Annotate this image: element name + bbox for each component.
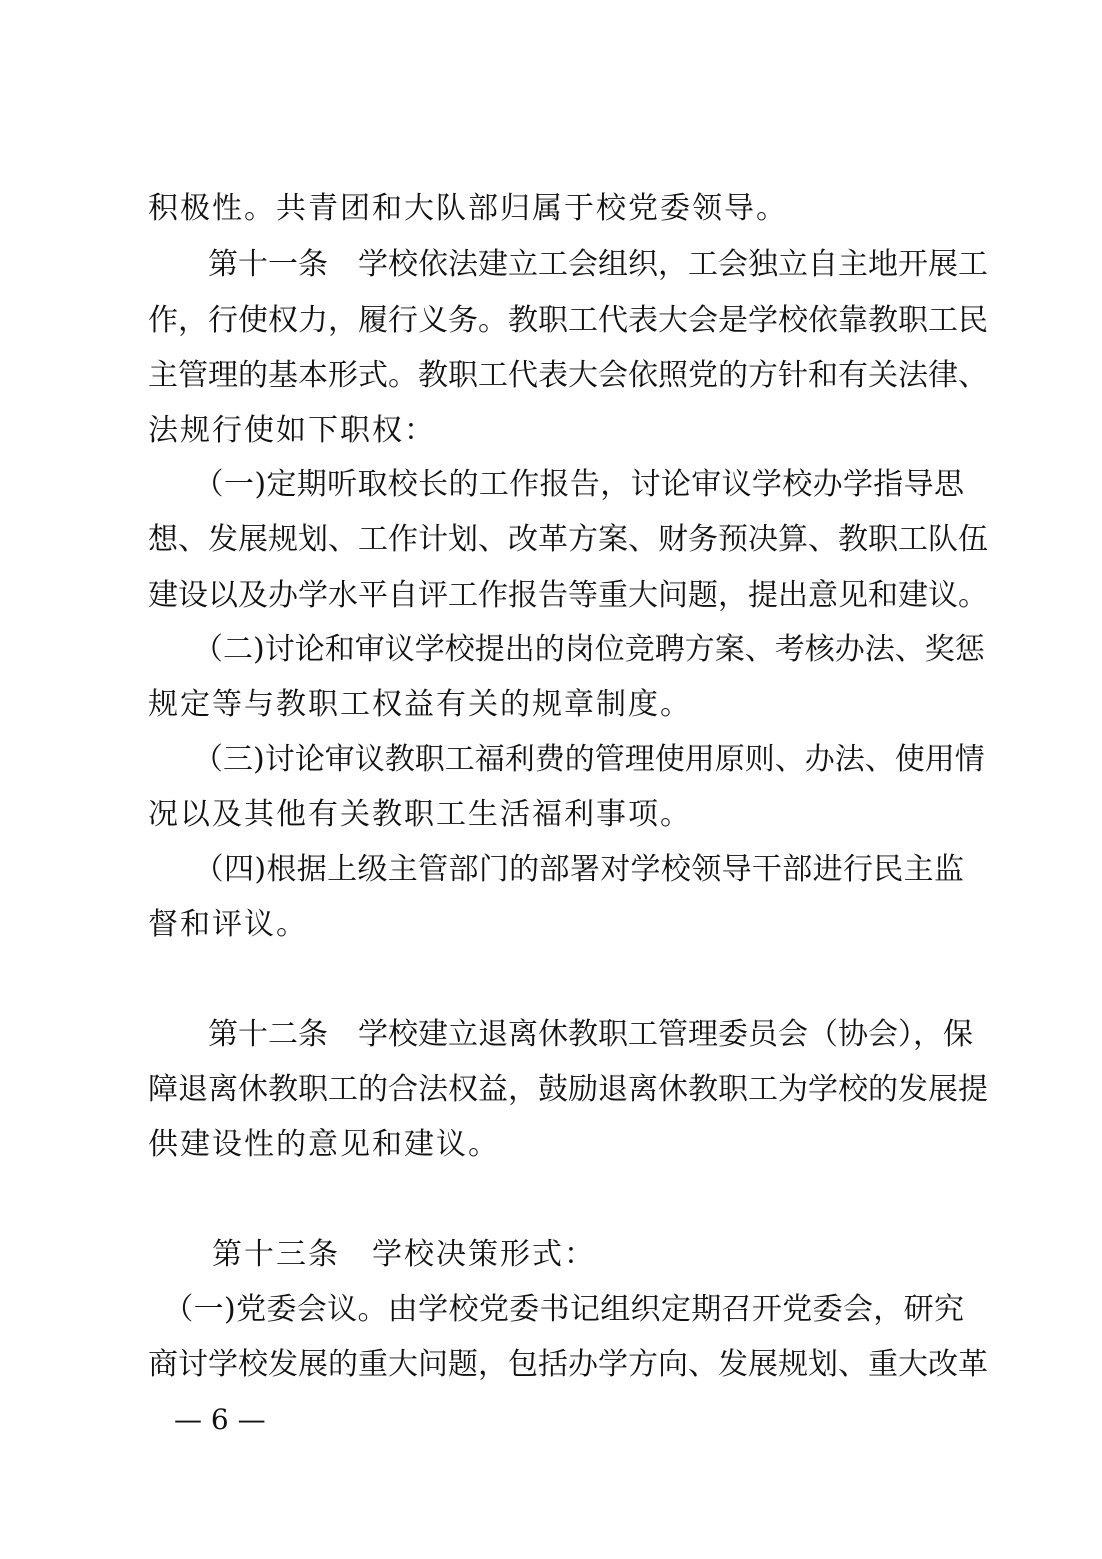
text-line: （二)讨论和审议学校提出的岗位竞聘方案、考核办法、奖惩 (148, 632, 985, 667)
text-line: 第十二条 学校建立退离休教职工管理委员会（协会），保 (148, 1017, 973, 1052)
page-number: — 6 — (174, 1403, 266, 1436)
text-line: 况以及其他有关教职工生活福利事项。 (148, 797, 692, 832)
text-line: 规定等与教职工权益有关的规章制度。 (148, 687, 692, 722)
text-line: 督和评议。 (148, 907, 308, 942)
text-line: （三)讨论审议教职工福利费的管理使用原则、办法、使用情 (148, 742, 985, 777)
text-line: 第十一条 学校依法建立工会组织，工会独立自主地开展工 (148, 247, 988, 282)
text-line: 建设以及办学水平自评工作报告等重大问题，提出意见和建议。 (148, 578, 988, 613)
text-line: 供建设性的意见和建议。 (148, 1127, 500, 1162)
text-line: 积极性。共青团和大队部归属于校党委领导。 (148, 191, 788, 226)
text-line: 主管理的基本形式。教职工代表大会依照党的方针和有关法律、 (148, 358, 988, 393)
text-line: 第十三条 学校决策形式： (148, 1237, 596, 1272)
text-line: 想、发展规划、工作计划、改革方案、财务预决算、教职工队伍 (148, 522, 988, 557)
text-line: 障退离休教职工的合法权益，鼓励退离休教职工为学校的发展提 (148, 1072, 988, 1107)
text-line: 作，行使权力，履行义务。教职工代表大会是学校依靠教职工民 (148, 303, 988, 338)
text-line: （四)根据上级主管部门的部署对学校领导干部进行民主监 (148, 852, 964, 887)
text-line: （一)党委会议。由学校党委书记组织定期召开党委会，研究 (148, 1292, 964, 1327)
text-line: 商讨学校发展的重大问题，包括办学方向、发展规划、重大改革 (148, 1347, 988, 1382)
text-line: （一)定期听取校长的工作报告，讨论审议学校办学指导思 (148, 467, 964, 502)
text-line: 法规行使如下职权： (148, 413, 436, 448)
